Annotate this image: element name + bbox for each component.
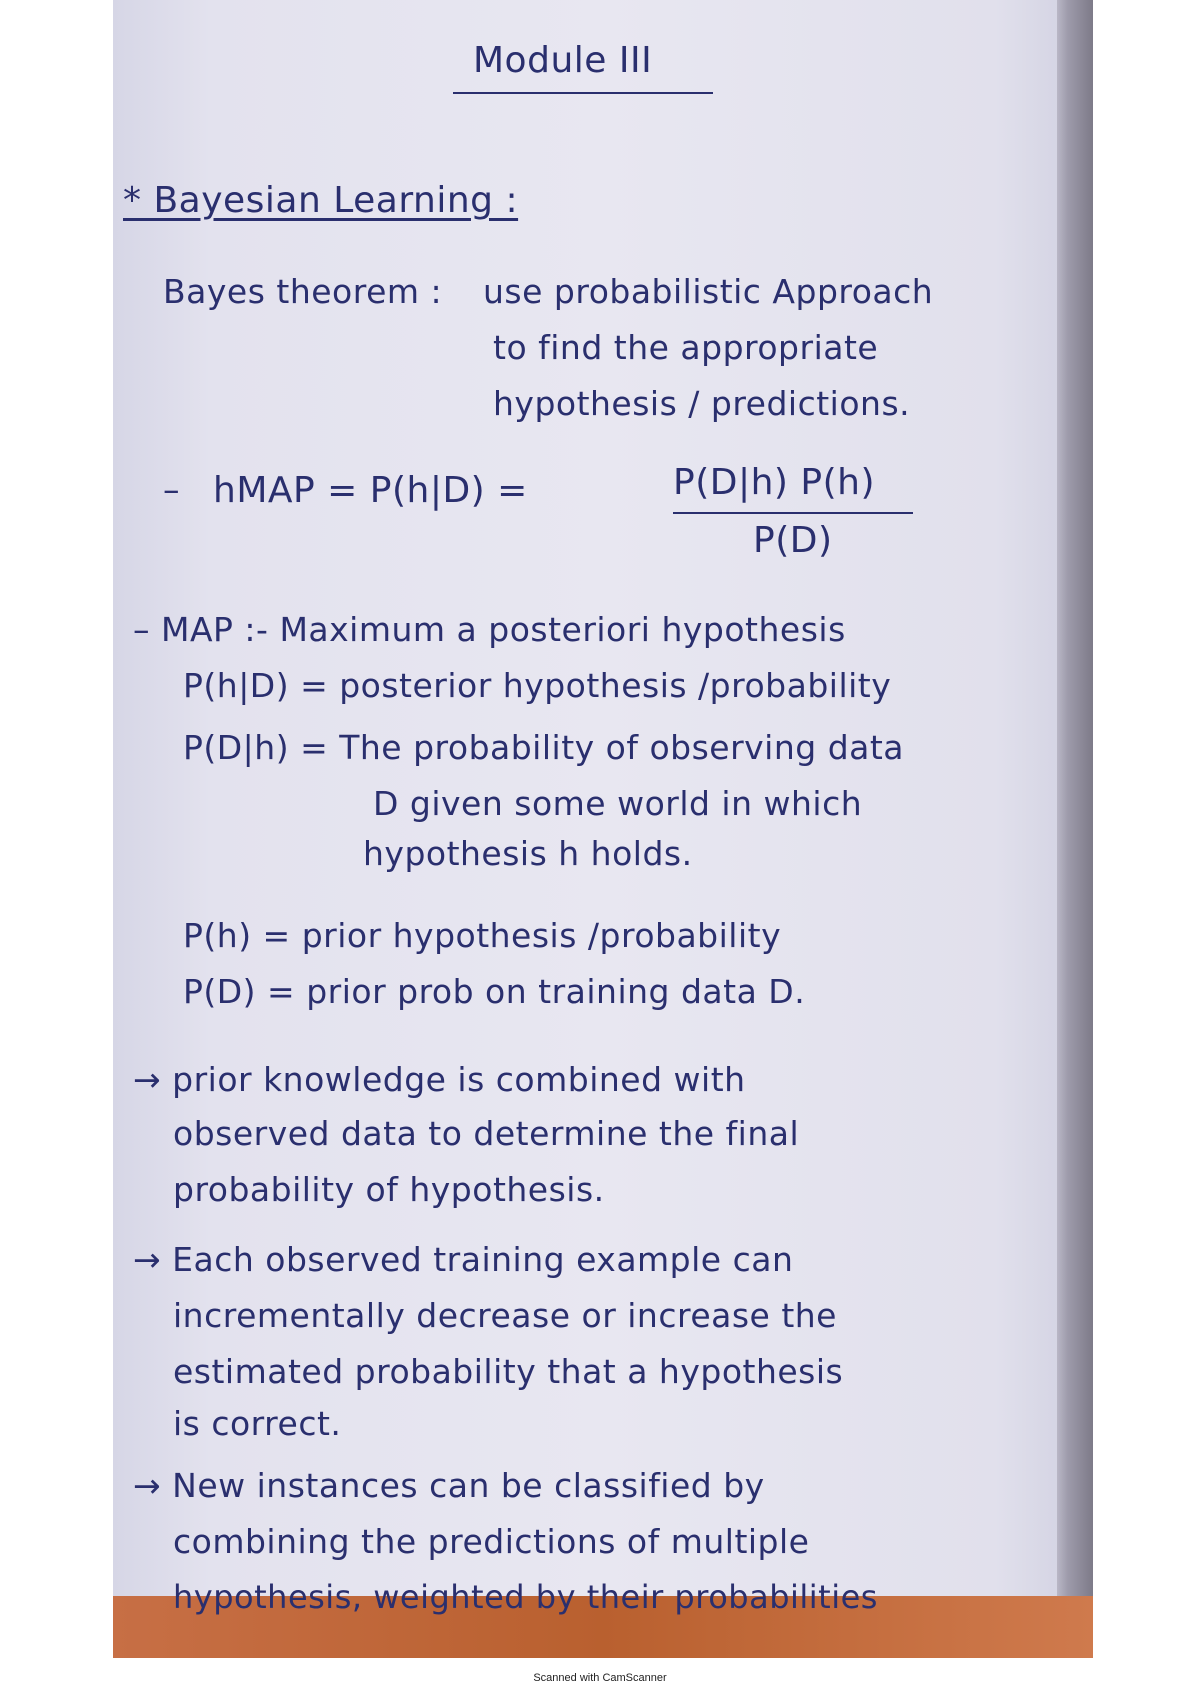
definition-likelihood-3: hypothesis h holds. xyxy=(363,834,693,873)
title-underline xyxy=(453,92,713,94)
notebook-page-edge xyxy=(1057,0,1093,1658)
point-1-line-1: → prior knowledge is combined with xyxy=(133,1060,746,1099)
bayes-line-3: hypothesis / predictions. xyxy=(493,384,911,423)
definition-likelihood-2: D given some world in which xyxy=(373,784,863,823)
formula-fraction-bar xyxy=(673,512,913,514)
formula-dash: – xyxy=(163,470,180,509)
point-3-line-3: hypothesis, weighted by their probabilities xyxy=(173,1578,878,1616)
point-2-line-4: is correct. xyxy=(173,1404,342,1443)
bayes-label: Bayes theorem : xyxy=(163,272,443,311)
definition-posterior: P(h|D) = posterior hypothesis /probability xyxy=(183,666,892,705)
bayes-line-2: to find the appropriate xyxy=(493,328,879,367)
point-1-line-2: observed data to determine the final xyxy=(173,1114,800,1153)
scanner-watermark: Scanned with CamScanner xyxy=(533,1672,667,1684)
point-2-line-3: estimated probability that a hypothesis xyxy=(173,1352,844,1391)
formula-lhs: hMAP = P(h|D) = xyxy=(213,470,528,511)
definition-prior: P(h) = prior hypothesis /probability xyxy=(183,916,782,955)
definition-likelihood-1: P(D|h) = The probability of observing data xyxy=(183,728,905,767)
point-1-line-3: probability of hypothesis. xyxy=(173,1170,605,1209)
formula-numerator: P(D|h) P(h) xyxy=(673,462,876,503)
scanned-notebook-page xyxy=(113,0,1093,1658)
bayes-line-1: use probabilistic Approach xyxy=(483,272,934,311)
definition-evidence: P(D) = prior prob on training data D. xyxy=(183,972,806,1011)
section-heading: * Bayesian Learning : xyxy=(123,180,519,221)
page-title: Module III xyxy=(473,40,653,81)
point-3-line-1: → New instances can be classified by xyxy=(133,1466,765,1505)
definition-map: – MAP :- Maximum a posteriori hypothesis xyxy=(133,610,846,649)
point-2-line-1: → Each observed training example can xyxy=(133,1240,794,1279)
point-2-line-2: incrementally decrease or increase the xyxy=(173,1296,837,1335)
point-3-line-2: combining the predictions of multiple xyxy=(173,1522,810,1561)
formula-denominator: P(D) xyxy=(753,520,833,561)
